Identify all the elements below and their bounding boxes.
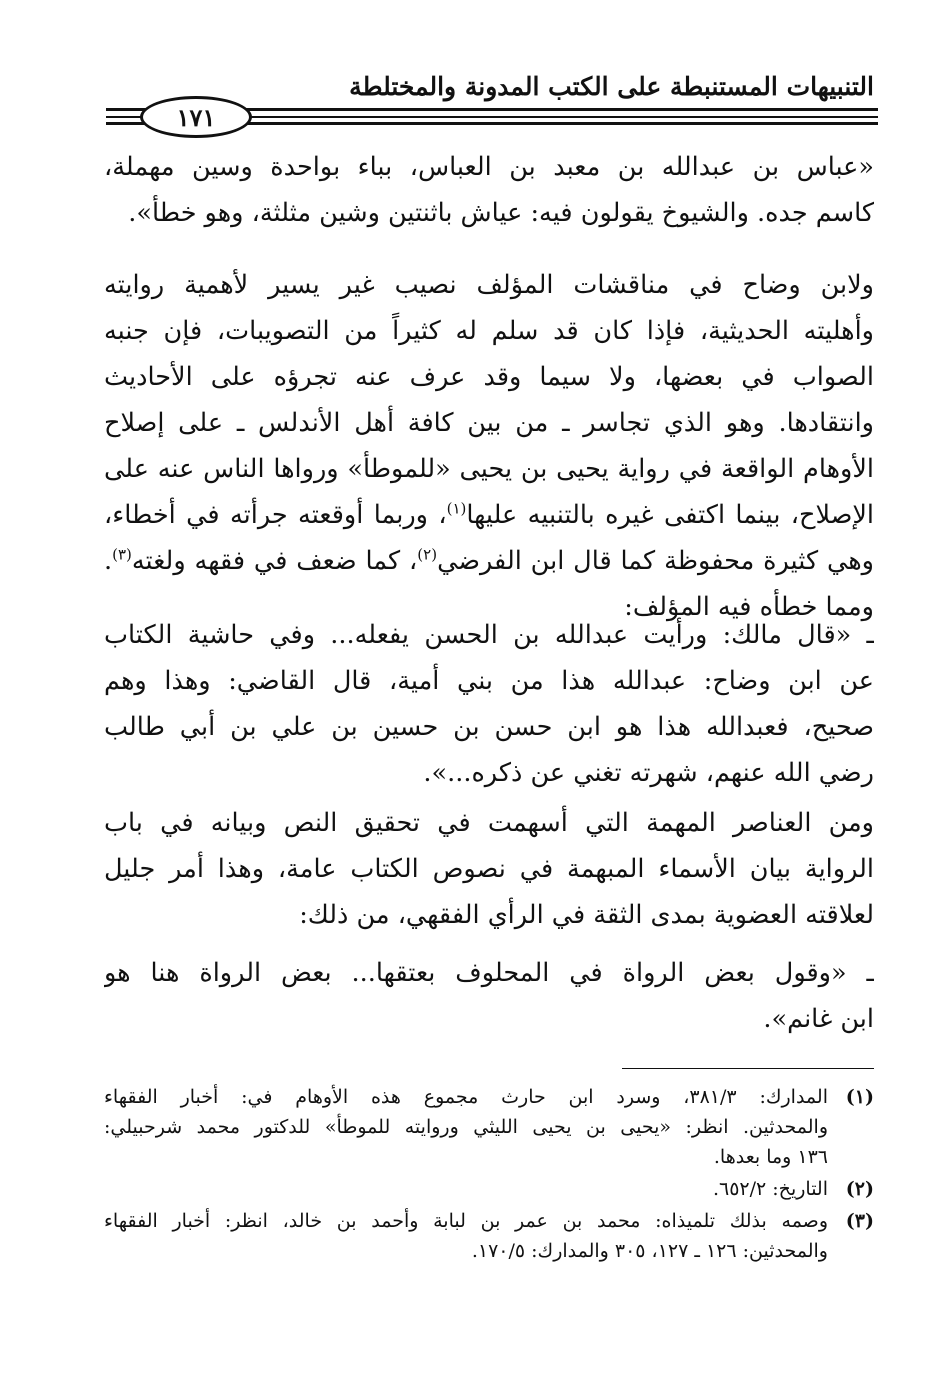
footnote-line: والمحدثين: ١٢٦ ـ ١٢٧، ٣٠٥ والمدارك: ١٧٠/٥. [471,1240,828,1262]
text-line: وانتقادها. وهو الذي تجاسر ـ من بين كافة أهل الأندلس ـ على إصلاح [104,408,874,438]
page-number: ١٧١ [176,102,216,132]
text-line: صحيح، فعبدالله هذا هو ابن حسن بن حسين بن علي بن أبي طالب [104,712,874,742]
page-number-badge [140,96,252,138]
footnote-body [104,1206,828,1266]
text-line: الأوهام الواقعة في رواية يحيى بن يحيى «للموطأ» ورواها الناس عنه على [104,454,874,484]
text-line: الصواب في بعضها، ولا سيما وقد عرف عنه تجرؤه على الأحاديث [104,362,874,392]
footnote-line: ١٣٦ وما بعدها. [713,1146,828,1168]
text-line: ـ «قال مالك: ورأيت عبدالله بن الحسن يفعله... وفي حاشية الكتاب [104,620,874,650]
footnote-ref[interactable]: (١) [446,499,467,518]
text-line [104,538,874,584]
text-segment: . [104,546,113,576]
footnote-line: التاريخ: ٦٥٢/٢. [712,1178,828,1200]
text-line: الرواية بيان الأسماء المبهمة في نصوص الكتاب عامة، وهذا أمر جليل [104,854,874,884]
text-segment: ، كما ضعف في فقهه ولغته [131,546,418,576]
footnote-body [104,1174,828,1204]
text-line: ـ «وقول بعض الرواة في المحلوف بعتقها... بعض الرواة هنا هو [104,958,874,988]
text-segment: الإصلاح، بينما اكتفى غيره بالتنبيه عليها [466,500,874,530]
paragraph-3 [104,612,874,796]
text-line: عن ابن وضاح: عبدالله هذا من بني أمية، قال القاضي: وهذا وهم [104,666,874,696]
footnote-body [104,1082,828,1172]
footnote-item [104,1206,874,1266]
paragraph-2 [104,262,874,630]
text-line [104,492,874,538]
footnote-separator [622,1068,874,1069]
footnote-number: (٣) [845,1210,874,1232]
text-line: ولابن وضاح في مناقشات المؤلف نصيب غير يسير لأهمية روايته [104,270,874,300]
footnote-ref[interactable]: (٢) [417,545,438,564]
footnote-line: والمحدثين. انظر: «يحيى بن يحيى الليثي وروايته للموطأ» للدكتور محمد شرحبيلي: [104,1116,828,1138]
running-title: التنبيهات المستنبطة على الكتب المدونة والمختلطة [349,72,874,101]
text-line: لعلاقته العضوية بمدى الثقة في الرأي الفقهي، من ذلك: [299,900,874,930]
text-line: ومن العناصر المهمة التي أسهمت في تحقيق النص وبيانه في باب [104,808,874,838]
text-line: «عباس بن عبدالله بن معبد بن العباس، بباء بواحدة وسين مهملة، [104,152,874,182]
footnote-line: وصمه بذلك تلميذاه: محمد بن عمر بن لبابة وأحمد بن خالد، انظر: أخبار الفقهاء [104,1210,828,1232]
paragraph-4 [104,800,874,938]
footnote-number: (١) [845,1086,874,1108]
footnote-item [104,1174,874,1204]
footnote-item [104,1082,874,1172]
text-line: كاسم جده. والشيوخ يقولون فيه: عياش باثنتين وشين مثلثة، وهو خطأ». [128,198,874,228]
footnote-ref[interactable]: (٣) [112,545,132,564]
text-line: رضي الله عنهم، شهرته تغني عن ذكره...». [423,758,874,788]
text-segment: ، وربما أوقعته جرأته في أخطاء، [104,500,447,530]
text-line: ومما خطأه فيه المؤلف: [624,592,874,622]
text-line: ابن غانم». [763,1004,874,1034]
footnotes [104,1082,874,1266]
footnote-line: المدارك: ٣٨١/٣، وسرد ابن حارث مجموع هذه الأوهام في: أخبار الفقهاء [104,1086,828,1108]
text-segment: وهي كثيرة محفوظة كما قال ابن الفرضي [437,546,874,576]
paragraph-5 [104,950,874,1042]
text-line: وأهليته الحديثية، فإذا كان قد سلم له كثيراً من التصويبات، فإن جنبه [104,316,874,346]
footnote-number: (٢) [845,1178,874,1200]
paragraph-1 [104,144,874,236]
